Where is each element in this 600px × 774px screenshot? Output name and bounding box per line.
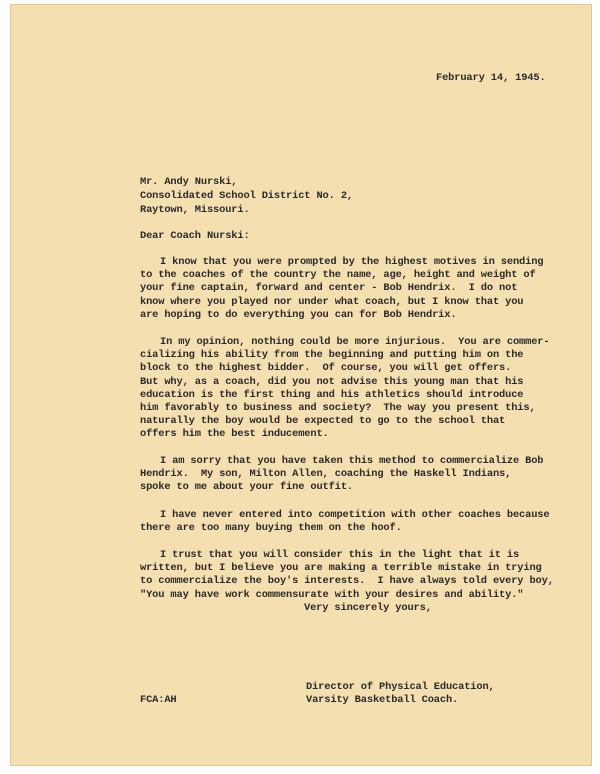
paragraph-line: to the coaches of the country the name, age, height and weight of	[140, 269, 536, 282]
paragraph-line: I know that you were prompted by the highest motives in sending	[160, 256, 544, 268]
paragraph-line: written, but I believe you are making a terrible mistake in trying	[140, 562, 542, 575]
paragraph-line: are hoping to do everything you can for Bob Hendrix.	[140, 308, 457, 321]
paragraph-1	[140, 256, 544, 322]
paragraph-line: "You may have work commensurate with your desires and ability."	[140, 588, 524, 601]
paragraph-line: offers him the best inducement.	[140, 428, 329, 441]
signature-title-line-2: Varsity Basketball Coach.	[306, 694, 459, 706]
paragraph-line: there are too many buying them on the hoof.	[140, 522, 402, 535]
letter-page	[10, 4, 592, 766]
paragraph-line: naturally the boy would be expected to go to the school that	[140, 415, 506, 428]
paragraph-5	[140, 549, 554, 602]
salutation: Dear Coach Nurski:	[140, 230, 250, 242]
paragraph-line: know where you played nor under what coach, but I know that you	[140, 295, 524, 308]
paragraph-line: education is the first thing and his athletics should introduce	[140, 388, 524, 401]
paragraph-line: I have never entered into competition with other coaches because	[160, 509, 550, 521]
recipient-organization: Consolidated School District No. 2,	[140, 190, 353, 202]
paragraph-line: I trust that you will consider this in the light that it is	[160, 549, 520, 561]
paragraph-line: I am sorry that you have taken this method to commercialize Bob	[160, 455, 544, 467]
paragraph-4	[140, 509, 550, 535]
paragraph-line: But why, as a coach, did you not advise this young man that his	[140, 375, 524, 388]
letter-date: February 14, 1945.	[436, 72, 546, 84]
closing: Very sincerely yours,	[304, 602, 432, 614]
recipient-city: Raytown, Missouri.	[140, 204, 250, 216]
paragraph-line: In my opinion, nothing could be more injurious. You are commer-	[160, 336, 550, 348]
signature-title-line-1: Director of Physical Education,	[306, 681, 495, 693]
paragraph-2	[140, 336, 550, 442]
typist-initials: FCA:AH	[140, 694, 177, 706]
paragraph-line: cializing his ability from the beginning and putting him on the	[140, 349, 524, 362]
paragraph-line: Hendrix. My son, Milton Allen, coaching the Haskell Indians,	[140, 468, 512, 481]
paragraph-line: him favorably to business and society? The way you present this,	[140, 402, 536, 415]
recipient-name: Mr. Andy Nurski,	[140, 176, 238, 188]
paragraph-line: spoke to me about your fine outfit.	[140, 481, 353, 494]
paragraph-3	[140, 455, 544, 495]
letter-body	[10, 4, 592, 766]
paragraph-line: block to the highest bidder. Of course, you will get offers.	[140, 362, 512, 375]
paragraph-line: to commercialize the boy's interests. I have always told every boy,	[140, 575, 554, 588]
paragraph-line: your fine captain, forward and center - Bob Hendrix. I do not	[140, 282, 518, 295]
